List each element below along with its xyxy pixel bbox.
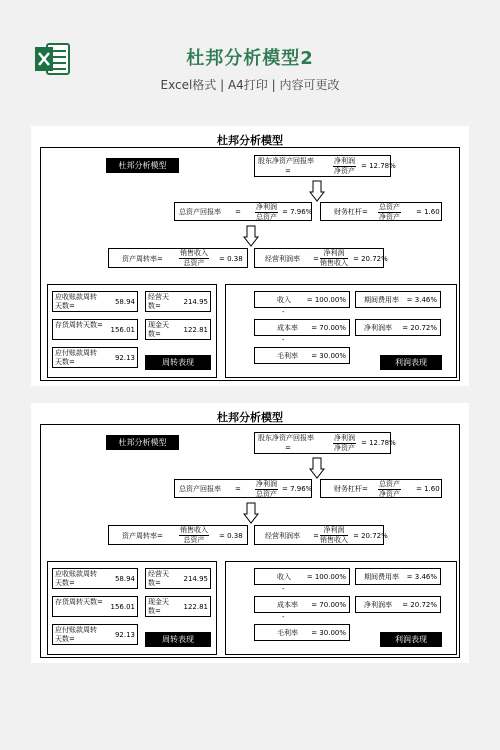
turnover-item-label: 现金天数=	[148, 321, 169, 338]
asset-turnover-value: = 0.38	[219, 532, 243, 540]
roa-box	[174, 479, 312, 498]
profit-label: 利润表现	[380, 632, 442, 647]
roe-label: 股东净资产回报率	[258, 157, 314, 165]
roa-box	[174, 202, 312, 221]
operating-margin-num: 净利润	[320, 526, 348, 536]
sheet-title: 杜邦分析模型	[217, 411, 283, 424]
operating-margin-fraction	[320, 526, 348, 545]
turnover-item	[145, 319, 211, 340]
turnover-item	[52, 568, 138, 589]
roa-fraction	[255, 480, 278, 499]
turnover-item	[145, 568, 211, 589]
operating-margin-label: 经营利润率	[265, 255, 300, 263]
leverage-box	[320, 479, 442, 498]
leverage-box	[320, 202, 442, 221]
model-label: 杜邦分析模型	[106, 435, 179, 450]
leverage-label: 财务杠杆=	[334, 485, 368, 493]
turnover-item-value: 122.81	[183, 603, 208, 611]
header	[0, 0, 500, 112]
roe-value: = 12.78%	[361, 162, 396, 170]
profit-item-value: = 3.46%	[406, 296, 437, 304]
profit-item-label: 期间费用率	[364, 573, 399, 581]
roa-label: 总资产回报率	[179, 485, 221, 493]
turnover-item-label: 现金天数=	[148, 598, 169, 615]
roa-eq: =	[235, 208, 241, 216]
turnover-label: 周转表现	[145, 632, 211, 647]
turnover-label: 周转表现	[145, 355, 211, 370]
turnover-item	[52, 624, 138, 645]
profit-item-value: = 70.00%	[311, 324, 346, 332]
minus-sign: -	[282, 336, 285, 344]
roa-num: 净利润	[256, 480, 277, 488]
operating-margin-den: 销售收入	[320, 536, 348, 544]
profit-item-label: 毛利率	[277, 629, 298, 637]
sheet-preview	[31, 126, 469, 386]
roa-eq: =	[235, 485, 241, 493]
turnover-panel	[47, 561, 217, 655]
operating-margin-value: = 20.72%	[353, 532, 388, 540]
profit-item	[254, 291, 350, 308]
turnover-item	[145, 596, 211, 617]
roa-fraction	[255, 203, 278, 222]
profit-item	[254, 347, 350, 364]
leverage-den: 净资产	[379, 490, 400, 498]
leverage-den: 净资产	[379, 213, 400, 221]
profit-item	[254, 319, 350, 336]
roa-value: = 7.96%	[282, 208, 313, 216]
turnover-item	[52, 347, 138, 368]
roe-num: 净利润	[334, 157, 355, 165]
profit-item-value: = 30.00%	[311, 352, 346, 360]
arrow-down-icon	[243, 502, 259, 524]
profit-item	[254, 624, 350, 641]
operating-margin-eq: =	[313, 255, 319, 263]
turnover-item-value: 58.94	[114, 298, 135, 306]
arrow-down-icon	[309, 180, 325, 202]
roe-den: 净资产	[334, 167, 355, 175]
operating-margin-num: 净利润	[320, 249, 348, 259]
roa-num: 净利润	[256, 203, 277, 211]
operating-margin-value: = 20.72%	[353, 255, 388, 263]
turnover-item-label: 经营天数=	[148, 293, 169, 310]
profit-panel	[225, 284, 457, 378]
asset-turnover-label: 资产周转率=	[122, 255, 163, 263]
model-label: 杜邦分析模型	[106, 158, 179, 173]
roa-den: 总资产	[256, 490, 277, 498]
turnover-item-value: 122.81	[183, 326, 208, 334]
page-subtitle: Excel格式 | A4打印 | 内容可更改	[160, 78, 340, 92]
operating-margin-box	[254, 525, 388, 545]
roe-num: 净利润	[334, 434, 355, 442]
operating-margin-den: 销售收入	[320, 259, 348, 267]
asset-turnover-box	[108, 525, 248, 545]
turnover-item-value: 214.95	[183, 298, 208, 306]
model-frame	[40, 424, 460, 658]
leverage-value: = 1.60	[416, 485, 440, 493]
leverage-num: 总资产	[379, 480, 400, 488]
turnover-item-label: 应付账款周转天数=	[55, 349, 97, 366]
asset-turnover-num: 销售收入	[180, 526, 208, 534]
profit-panel	[225, 561, 457, 655]
leverage-fraction	[378, 203, 401, 222]
roe-value: = 12.78%	[361, 439, 396, 447]
profit-item-label: 毛利率	[277, 352, 298, 360]
turnover-item-label: 应收账款周转天数=	[55, 293, 97, 310]
roe-eq: =	[285, 167, 291, 175]
page-title: 杜邦分析模型2	[186, 48, 314, 69]
turnover-item	[52, 291, 138, 312]
profit-label: 利润表现	[380, 355, 442, 370]
profit-item	[355, 291, 441, 308]
turnover-item-label: 存货周转天数=	[55, 321, 103, 329]
roa-den: 总资产	[256, 213, 277, 221]
profit-item-value: = 100.00%	[306, 573, 346, 581]
leverage-label: 财务杠杆=	[334, 208, 368, 216]
turnover-item-label: 应付账款周转天数=	[55, 626, 97, 643]
profit-item	[355, 568, 441, 585]
asset-turnover-den: 总资产	[183, 259, 205, 267]
profit-item	[254, 596, 350, 613]
profit-item-label: 期间费用率	[364, 296, 399, 304]
turnover-item-label: 存货周转天数=	[55, 598, 103, 606]
operating-margin-fraction	[320, 249, 348, 268]
profit-item-label: 收入	[277, 296, 291, 304]
asset-turnover-label: 资产周转率=	[122, 532, 163, 540]
profit-item-label: 收入	[277, 573, 291, 581]
sheet-title: 杜邦分析模型	[217, 134, 283, 147]
roa-value: = 7.96%	[282, 485, 313, 493]
minus-sign: -	[282, 308, 285, 316]
turnover-item-label: 应收账款周转天数=	[55, 570, 97, 587]
leverage-value: = 1.60	[416, 208, 440, 216]
model-frame	[40, 147, 460, 381]
turnover-item	[52, 596, 138, 617]
turnover-item-value: 214.95	[183, 575, 208, 583]
asset-turnover-den: 总资产	[183, 536, 205, 544]
profit-item	[254, 568, 350, 585]
leverage-fraction	[378, 480, 401, 499]
roe-label: 股东净资产回报率	[258, 434, 314, 442]
turnover-item-value: 156.01	[110, 603, 135, 611]
operating-margin-box	[254, 248, 388, 268]
profit-item-label: 成本率	[277, 324, 298, 332]
asset-turnover-num: 销售收入	[180, 249, 208, 257]
arrow-down-icon	[243, 225, 259, 247]
operating-margin-eq: =	[313, 532, 319, 540]
turnover-panel	[47, 284, 217, 378]
minus-sign: -	[282, 585, 285, 593]
sheet-preview	[31, 403, 469, 663]
roa-label: 总资产回报率	[179, 208, 221, 216]
roe-fraction	[333, 434, 356, 453]
profit-item-value: = 30.00%	[311, 629, 346, 637]
profit-item-label: 净利润率	[364, 324, 392, 332]
arrow-down-icon	[309, 457, 325, 479]
profit-item-label: 成本率	[277, 601, 298, 609]
operating-margin-label: 经营利润率	[265, 532, 300, 540]
roe-den: 净资产	[334, 444, 355, 452]
roe-box	[254, 155, 396, 177]
turnover-item-value: 156.01	[110, 326, 135, 334]
asset-turnover-box	[108, 248, 248, 268]
minus-sign: -	[282, 613, 285, 621]
turnover-item	[145, 291, 211, 312]
turnover-item-value: 58.94	[114, 575, 135, 583]
turnover-item-value: 92.13	[114, 631, 135, 639]
roe-fraction	[333, 157, 356, 176]
profit-item	[355, 596, 441, 613]
leverage-num: 总资产	[379, 203, 400, 211]
turnover-item-value: 92.13	[114, 354, 135, 362]
roe-box	[254, 432, 396, 454]
asset-turnover-fraction	[179, 249, 209, 268]
roe-eq: =	[285, 444, 291, 452]
profit-item-value: = 3.46%	[406, 573, 437, 581]
profit-item-value: = 70.00%	[311, 601, 346, 609]
profit-item-label: 净利润率	[364, 601, 392, 609]
turnover-item-label: 经营天数=	[148, 570, 169, 587]
profit-item-value: = 20.72%	[402, 324, 437, 332]
asset-turnover-fraction	[179, 526, 209, 545]
profit-item-value: = 100.00%	[306, 296, 346, 304]
asset-turnover-value: = 0.38	[219, 255, 243, 263]
turnover-item	[52, 319, 138, 340]
profit-item-value: = 20.72%	[402, 601, 437, 609]
profit-item	[355, 319, 441, 336]
